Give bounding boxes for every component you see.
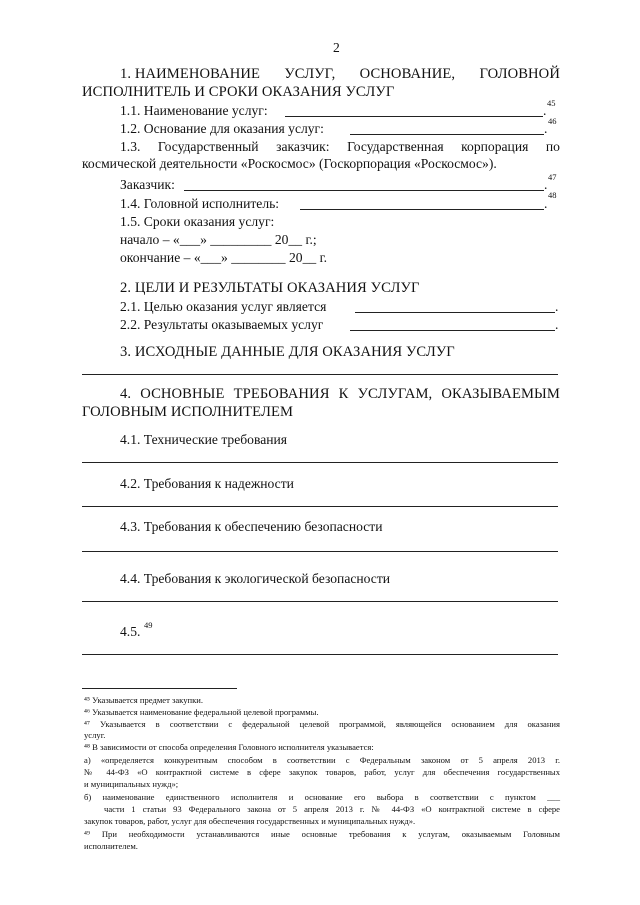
footnote-ref-49: 49 — [144, 620, 153, 630]
item-4-2-fill-line — [82, 506, 558, 507]
item-1-1-label: 1.1. Наименование услуг: — [120, 103, 268, 118]
item-1-3-word: 1.3. — [120, 139, 141, 154]
footnote-48-b-line-1: б) наименование единственного исполнителя и основание его выбора в соответствии с пунктом ___ — [84, 792, 560, 802]
heading-word: УСЛУГАМ, — [357, 386, 433, 402]
heading-word: ТРЕБОВАНИЯ — [233, 386, 330, 402]
footnote-46: ⁴⁶ Указывается наименование федеральной целевой программы. — [84, 707, 319, 717]
footnote-48-line-1: ⁴⁸ В зависимости от способа определения Головного исполнителя указывается: — [84, 742, 374, 752]
footnote-48-a-line-1: а) «определяется конкурентным способом в соответствии с Федеральным законом от 5 апреля 2013 г. — [84, 755, 560, 765]
footnote-49-line-1: ⁴⁹ При необходимости устанавливаются иные основные требования к услугам, оказываемым Головным — [84, 829, 560, 839]
item-2-1-label: 2.1. Целью оказания услуг является — [120, 299, 327, 314]
item-1-3-line-1 — [120, 138, 560, 155]
heading-word: 1. НАИМЕНОВАНИЕ — [120, 66, 261, 82]
end-date: окончание – «___» ________ 20__ г. — [120, 250, 328, 265]
section-4-heading-line-2: ГОЛОВНЫМ ИСПОЛНИТЕЛЕМ — [82, 404, 294, 420]
section-1-heading-line-1 — [120, 65, 560, 83]
page-number: 2 — [333, 40, 340, 55]
footnote-48-b-line-2: части 1 статьи 93 Федерального закона от 5 апреля 2013 г. № 44-ФЗ «О контрактной системе в сфере — [104, 804, 560, 814]
section-3-fill-line — [82, 374, 558, 375]
item-4-3-fill-line — [82, 551, 558, 552]
footnote-45: ⁴⁵ Указывается предмет закупки. — [84, 695, 204, 705]
section-2-heading: 2. ЦЕЛИ И РЕЗУЛЬТАТЫ ОКАЗАНИЯ УСЛУГ — [120, 280, 420, 296]
item-4-1-label: 4.1. Технические требования — [120, 432, 288, 447]
item-4-4-label: 4.4. Требования к экологической безопасности — [120, 571, 391, 586]
section-4-heading-line-1 — [120, 385, 560, 403]
section-1-heading-line-2: ИСПОЛНИТЕЛЬ И СРОКИ ОКАЗАНИЯ УСЛУГ — [82, 84, 395, 100]
item-1-3-word: заказчик: — [276, 139, 330, 154]
footnote-49-line-2: исполнителем. — [84, 841, 138, 851]
item-1-1-fill-line — [285, 116, 543, 117]
item-1-4-label: 1.4. Головной исполнитель: — [120, 196, 280, 211]
heading-word: ОСНОВНЫЕ — [140, 386, 225, 402]
footnote-48-b-line-3: закупок товаров, работ, услуг для обеспечения государственных и муниципальных нужд». — [84, 816, 416, 826]
heading-word: ОСНОВАНИЕ, — [359, 66, 456, 82]
item-4-5-fill-line — [82, 654, 558, 655]
item-1-4-period: . — [544, 196, 548, 211]
item-4-5-label: 4.5. — [120, 624, 141, 639]
item-4-1-fill-line — [82, 462, 558, 463]
item-1-5-label: 1.5. Сроки оказания услуг: — [120, 214, 275, 229]
item-4-2-label: 4.2. Требования к надежности — [120, 476, 294, 491]
customer-label: Заказчик: — [120, 177, 175, 192]
item-4-3-label: 4.3. Требования к обеспечению безопасности — [120, 519, 383, 534]
footnote-47-line-2: услуг. — [84, 730, 106, 740]
item-1-1-period: . — [543, 103, 547, 118]
customer-fill-line — [184, 190, 544, 191]
footnote-separator — [82, 688, 237, 689]
heading-word: УСЛУГ, — [284, 66, 336, 82]
footnote-ref-48: 48 — [548, 190, 557, 200]
item-2-2-fill-line — [350, 330, 555, 331]
section-3-heading: 3. ИСХОДНЫЕ ДАННЫЕ ДЛЯ ОКАЗАНИЯ УСЛУГ — [120, 344, 455, 360]
item-1-3-word: корпорация — [461, 139, 529, 154]
item-4-4-fill-line — [82, 601, 558, 602]
heading-word: К — [338, 386, 349, 402]
item-1-3-word: Государственный — [157, 139, 259, 154]
item-2-1-period: . — [555, 299, 559, 314]
item-1-3-word: Государственная — [347, 139, 444, 154]
footnote-ref-45: 45 — [547, 98, 556, 108]
item-2-2-period: . — [555, 317, 559, 332]
item-1-2-fill-line — [350, 134, 544, 135]
footnote-ref-46: 46 — [548, 116, 557, 126]
item-2-2-label: 2.2. Результаты оказываемых услуг — [120, 317, 324, 332]
footnote-ref-47: 47 — [548, 172, 557, 182]
item-1-3-word: по — [545, 139, 560, 154]
customer-period: . — [544, 177, 548, 192]
footnote-48-a-line-2: № 44-ФЗ «О контрактной системе в сфере закупок товаров, работ, услуг для обеспечения государственных — [84, 767, 560, 777]
item-2-1-fill-line — [355, 312, 555, 313]
item-1-2-period: . — [544, 121, 548, 136]
item-1-4-fill-line — [300, 209, 544, 210]
item-1-2-label: 1.2. Основание для оказания услуг: — [120, 121, 324, 136]
item-1-3-line-2: космической деятельности «Роскосмос» (Госкорпорация «Роскосмос»). — [82, 156, 497, 171]
heading-word: 4. — [120, 386, 132, 402]
heading-word: ГОЛОВНОЙ — [479, 66, 560, 82]
footnote-48-a-line-3: и муниципальных нужд»; — [84, 779, 179, 789]
footnote-47-line-1: ⁴⁷ Указывается в соответствии с федеральной целевой программой, являющейся основанием для оказания — [84, 719, 560, 729]
start-date: начало – «___» _________ 20__ г.; — [120, 232, 317, 247]
heading-word: ОКАЗЫВАЕМЫМ — [441, 386, 560, 402]
